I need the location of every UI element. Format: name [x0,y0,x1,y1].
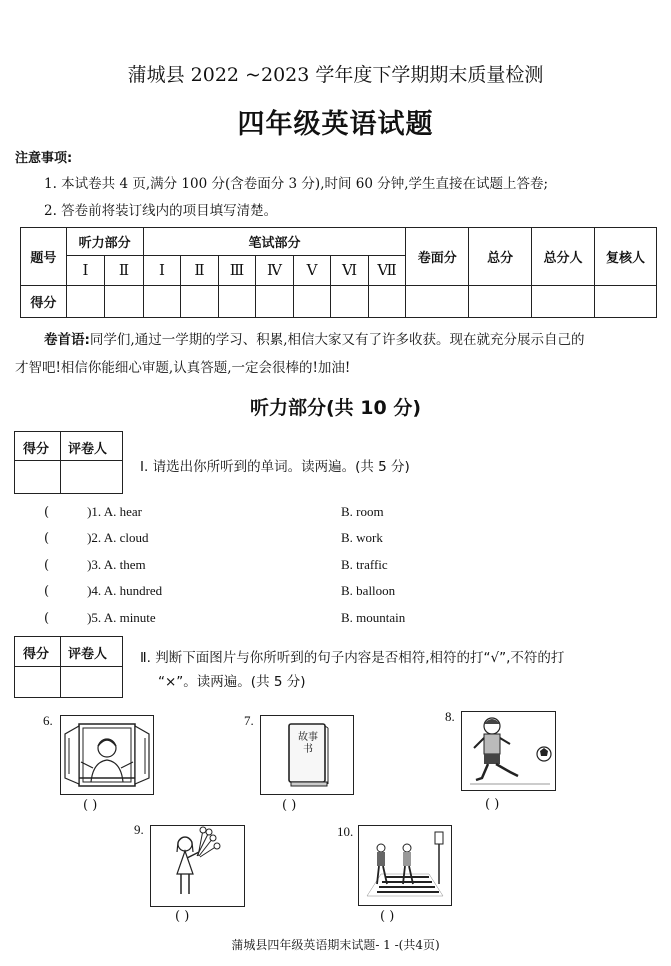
row-label-question-number: 题号 [21,228,67,286]
note-item-2: 2. 答卷前将装订线内的项目填写清楚。 [44,203,278,219]
option-b: B. mountain [341,610,406,625]
list-item: ( )4. A. hundred [44,583,163,599]
written-col-1: Ⅰ [143,256,181,286]
written-col-2: Ⅱ [181,256,219,286]
note-item-1: 1. 本试卷共 4 页,满分 100 分(含卷面分 3 分),时间 60 分钟,学生直接在试题上答卷; [44,176,549,192]
picture-number-6: 6. [43,713,53,728]
score-cell[interactable] [469,286,532,318]
list-item: ( )5. A. minute [44,610,156,626]
grader-score-label: 得分 [23,647,50,662]
score-cell[interactable] [66,286,105,318]
notes-heading: 注意事项: [15,151,73,166]
written-part-header: 笔试部分 [143,228,406,256]
grader-score-label: 得分 [23,442,50,457]
subject-title: 四年级英语试题 [237,109,434,140]
option-b: B. work [341,530,383,545]
written-col-4: Ⅳ [256,256,294,286]
score-cell[interactable] [594,286,656,318]
picture-number-8: 8. [445,709,455,724]
answer-paren-6[interactable]: ( ) [83,798,98,813]
list-item: ( )2. A. cloud [44,530,149,546]
listening-section-title: 听力部分(共 10 分) [249,397,422,419]
picture-number-7: 7. [244,713,254,728]
option-b: B. traffic [341,557,388,572]
preface-text-1: 同学们,通过一学期的学习、积累,相信大家又有了许多收获。现在就充分展示自己的 [89,332,585,348]
storybook-icon [260,715,354,795]
section-1-title: Ⅰ. 请选出你所听到的单词。读两遍。(共 5 分) [140,459,410,475]
girl-with-flowers-icon [150,825,245,907]
crosswalk-icon [358,825,452,906]
page-footer: 蒲城县四年级英语期末试题- 1 -(共4页) [231,938,440,952]
list-item: ( )1. A. hear [44,504,142,520]
score-row-label: 得分 [21,286,67,318]
score-cell[interactable] [532,286,595,318]
boy-kicking-ball-icon [461,711,556,791]
option-b: B. balloon [341,583,396,598]
listening-part-header: 听力部分 [66,228,143,256]
grader-name-label: 评卷人 [68,442,108,457]
total-score-header: 总分 [469,228,532,286]
preface-line-2: 才智吧!相信你能细心审题,认真答题,一定会很棒的!加油! [15,360,351,376]
picture-number-10: 10. [337,824,354,839]
picture-number-9: 9. [134,822,144,837]
answer-paren-8[interactable]: ( ) [485,797,500,812]
written-col-6: Ⅵ [331,256,369,286]
listening-col-2: Ⅱ [105,256,144,286]
list-item: ( )3. A. them [44,557,146,573]
grader-name-label: 评卷人 [68,647,108,662]
score-cell[interactable] [368,286,406,318]
written-col-5: Ⅴ [293,256,331,286]
grader-box-1 [14,431,123,494]
answer-paren-9[interactable]: ( ) [175,909,190,924]
score-cell[interactable] [181,286,219,318]
score-cell[interactable] [143,286,181,318]
storybook-cover-text: 故事书 [298,732,318,755]
written-col-3: Ⅲ [218,256,256,286]
total-scorer-header: 总分人 [532,228,595,286]
section-2-title-line-2: “×”。读两遍。(共 5 分) [158,674,306,690]
score-cell[interactable] [256,286,294,318]
reviewer-header: 复核人 [594,228,656,286]
preface-line-1 [44,328,585,348]
written-col-7: Ⅶ [368,256,406,286]
grader-box-2 [14,636,123,698]
window-icon [60,715,154,795]
option-b: B. room [341,504,384,519]
score-cell[interactable] [105,286,144,318]
score-cell[interactable] [331,286,369,318]
listening-col-1: Ⅰ [66,256,105,286]
score-table [20,227,657,318]
neatness-score-header: 卷面分 [406,228,469,286]
exam-title: 蒲城县 2022 ~2023 学年度下学期期末质量检测 [127,64,544,86]
score-cell[interactable] [293,286,331,318]
preface-label: 卷首语: [44,332,90,348]
score-cell[interactable] [406,286,469,318]
answer-paren-10[interactable]: ( ) [380,909,395,924]
answer-paren-7[interactable]: ( ) [282,798,297,813]
score-cell[interactable] [218,286,256,318]
section-2-title-line-1: Ⅱ. 判断下面图片与你所听到的句子内容是否相符,相符的打“√”,不符的打 [140,650,565,666]
